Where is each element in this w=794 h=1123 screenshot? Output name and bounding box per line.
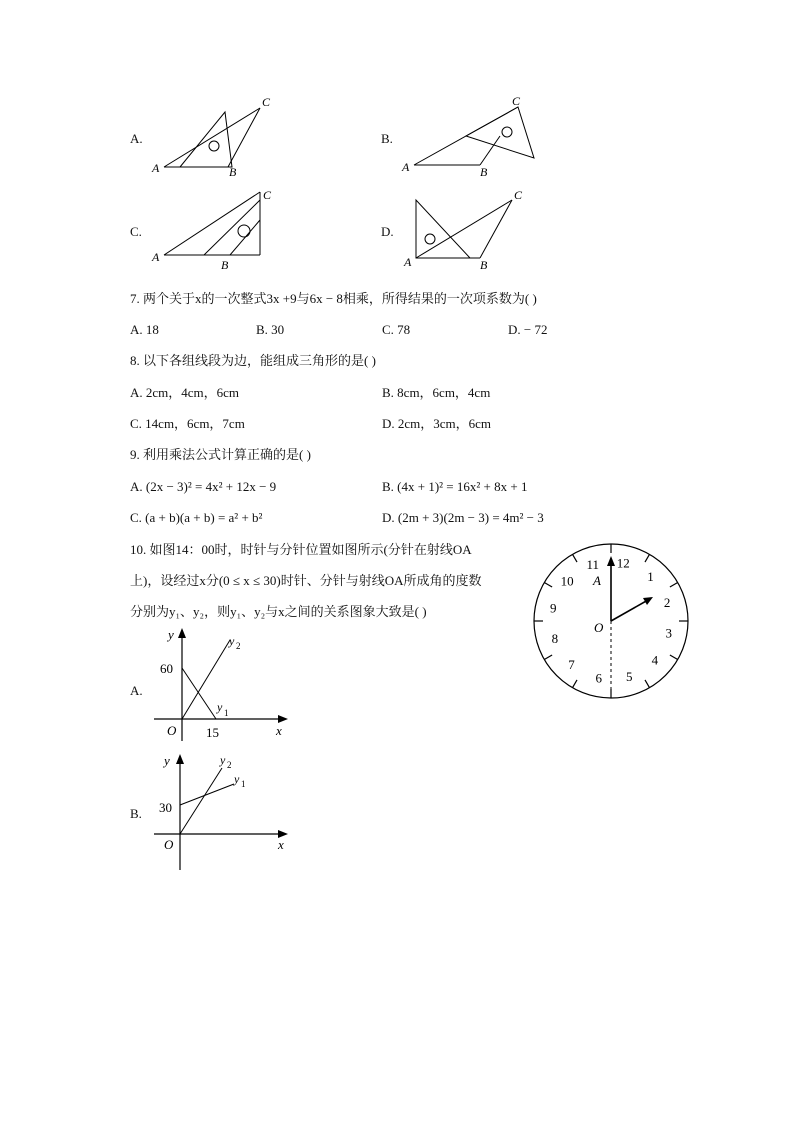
series-y1-sub: 1 [224, 708, 229, 718]
clock-tick [573, 554, 578, 562]
point-a: A [402, 160, 410, 174]
clock-tick [544, 583, 552, 588]
series-y2-label: y [220, 753, 226, 767]
point-c: C [512, 94, 521, 108]
q6-figure-b [400, 92, 540, 182]
origin-label: O [164, 837, 174, 852]
clock-tick [670, 655, 678, 660]
point-c: C [262, 95, 271, 109]
clock-number-2: 2 [663, 594, 671, 610]
series-y2-sub: 2 [227, 760, 232, 770]
q10-stem-line-2: 上)，设经过x分(0 ≤ x ≤ 30)时针、分针与射线OA所成角的度数 [130, 573, 482, 588]
clock-number-5: 5 [625, 669, 633, 685]
point-b: B [229, 165, 237, 179]
series-y1-label: y [234, 772, 240, 786]
q10-stem-line-1: 10. 如图14：00时，时针与分针位置如图所示(分针在射线OA [130, 542, 472, 557]
q10-graph-b [150, 752, 290, 872]
clock-number-6: 6 [595, 670, 602, 686]
clock-point-o: O [594, 620, 604, 635]
q8-option-c: C. 14cm，6cm，7cm [130, 416, 245, 431]
q7-option-c: C. 78 [382, 322, 411, 337]
point-a: A [152, 250, 160, 264]
q10-graph-a [150, 628, 290, 743]
q9-option-a: A. (2x − 3)² = 4x² + 12x − 9 [130, 479, 277, 494]
y-tick-60: 60 [160, 661, 173, 676]
q9-stem: 9. 利用乘法公式计算正确的是( ) [130, 447, 311, 462]
clock-tick [645, 680, 650, 688]
point-c: C [263, 188, 272, 202]
q10-option-a-label: A. [130, 683, 143, 698]
clock-figure [532, 542, 690, 700]
q7-option-b: B. 30 [256, 322, 285, 337]
q6-figure-c [150, 186, 280, 276]
clock-tick [645, 554, 650, 562]
q8-option-d: D. 2cm，3cm，6cm [382, 416, 492, 431]
q9-option-b: B. (4x + 1)² = 16x² + 8x + 1 [382, 479, 528, 494]
clock-number-12: 12 [616, 555, 630, 571]
clock-number-10: 10 [560, 573, 574, 589]
point-b: B [221, 258, 229, 272]
clock-tick [544, 655, 552, 660]
q6-option-a-label: A. [130, 131, 143, 146]
y-axis-label: y [164, 753, 170, 768]
q7-option-a: A. 18 [130, 322, 159, 337]
clock-number-11: 11 [586, 556, 600, 572]
clock-tick [573, 680, 578, 688]
point-b: B [480, 258, 488, 272]
q6-figure-d [400, 186, 540, 276]
q8-stem: 8. 以下各组线段为边，能组成三角形的是( ) [130, 353, 376, 368]
x-tick-15: 15 [206, 725, 219, 740]
x-axis-label: x [276, 723, 282, 738]
point-b: B [480, 165, 488, 179]
q6-option-d-label: D. [381, 224, 394, 239]
point-c: C [514, 188, 523, 202]
x-axis-label: x [278, 837, 284, 852]
clock-tick [670, 583, 678, 588]
q9-option-d: D. (2m + 3)(2m − 3) = 4m² − 3 [382, 510, 544, 525]
series-y2-label: y [229, 634, 235, 648]
q9-option-c: C. (a + b)(a + b) = a² + b² [130, 510, 263, 525]
q8-option-b: B. 8cm，6cm，4cm [382, 385, 491, 400]
clock-point-a: A [593, 573, 601, 588]
q6-option-b-label: B. [381, 131, 393, 146]
q6-option-c-label: C. [130, 224, 142, 239]
origin-label: O [167, 723, 177, 738]
q10-option-b-label: B. [130, 806, 142, 821]
clock-number-7: 7 [568, 656, 575, 672]
y-tick-30: 30 [159, 800, 172, 815]
q6-figure-a [150, 92, 280, 182]
point-a: A [152, 161, 160, 175]
q7-stem: 7. 两个关于x的一次整式3x +9与6x − 8相乘，所得结果的一次项系数为( ) [130, 291, 537, 306]
series-y1-label: y [217, 700, 223, 714]
q10-stem-line-3: 分别为y₁、y₂，则y₁、y₂与x之间的关系图象大致是( ) [130, 604, 427, 619]
clock-number-1: 1 [647, 569, 654, 585]
clock-number-8: 8 [551, 631, 559, 647]
clock-number-4: 4 [651, 652, 659, 668]
clock-number-3: 3 [665, 625, 672, 641]
clock-number-9: 9 [550, 600, 557, 616]
point-a: A [404, 255, 412, 269]
y-axis-label: y [168, 627, 174, 642]
series-y2-sub: 2 [236, 641, 241, 651]
q7-option-d: D. − 72 [508, 322, 548, 337]
q8-option-a: A. 2cm，4cm，6cm [130, 385, 240, 400]
series-y1-sub: 1 [241, 779, 246, 789]
